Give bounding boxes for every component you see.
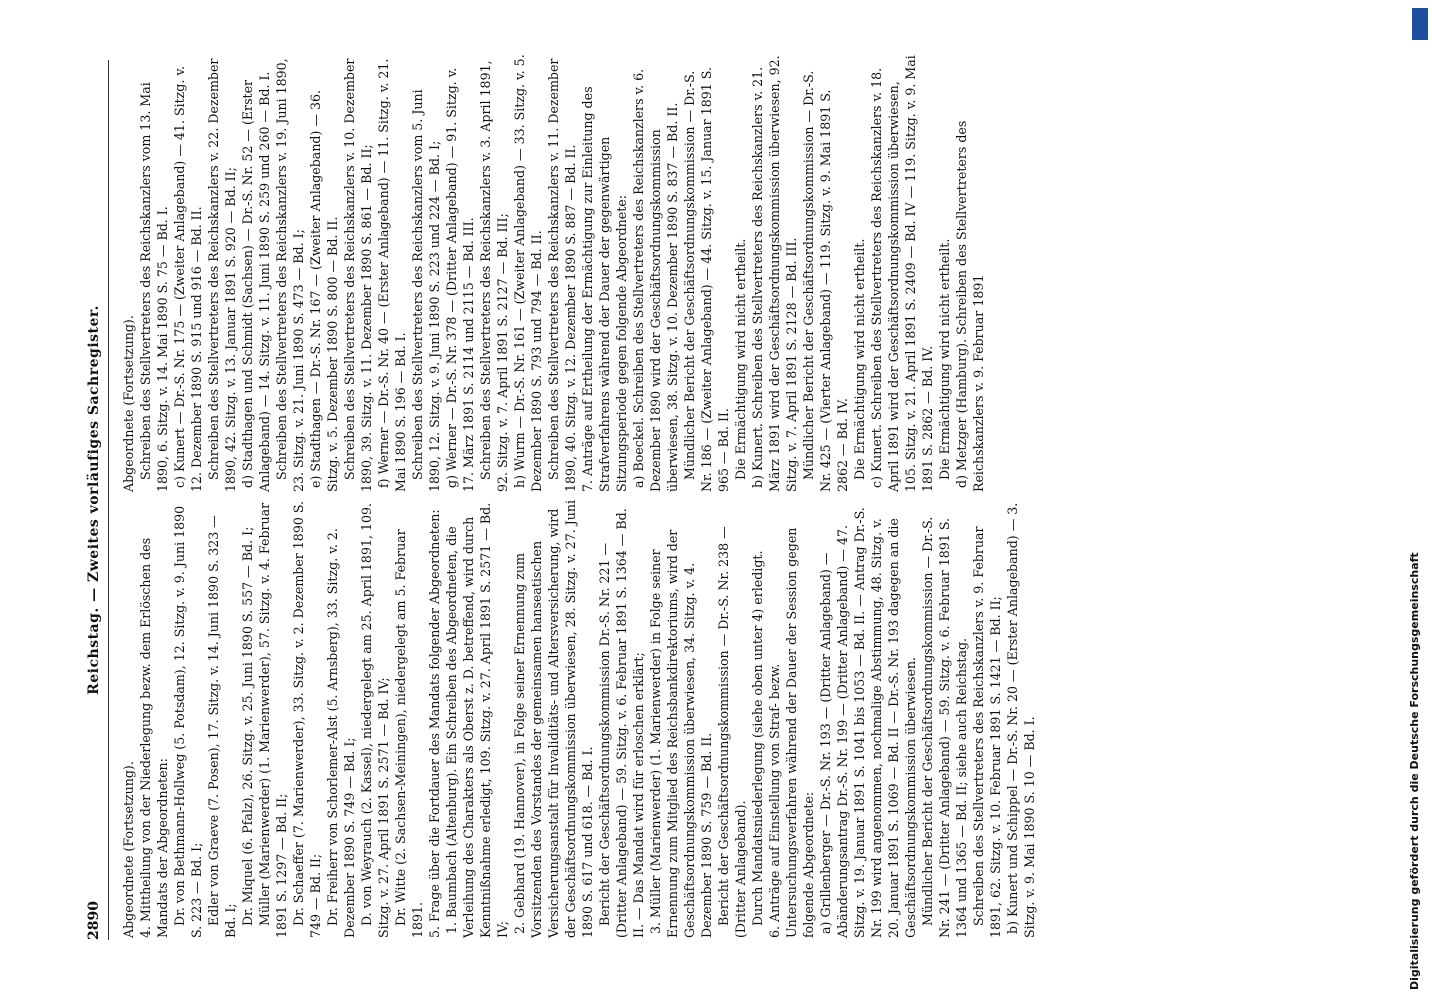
digitization-sidebar: [1408, 10, 1426, 990]
right-column-text: Abgeordnete (Fortsetzung). Schreiben des Stellvertreters des Reichskanzlers vom 13. Mai 1890, 6. Sitzg. v. 14. Mai 1890 S. 75 — Bd. I. c) Kunert — Dr.-S. Nr. 175 — (Zweiter Anlageband) — 41. Sitzg. v. 12. Dezember 1890 S. 915 und 916 — Bd. II. Schreiben des Stellvertreters des Reichskanzlers v. 22. Dezember 1890, 42. Sitzg. v. 13. Januar 1891 S. 920 — Bd. II; d) Stadthagen und Schmidt (Sachsen) — Dr.-S. Nr. 52 — (Erster Anlageband) — 14. Sitzg. v. 11. Juni 1890 S. 259 und 260 — Bd. I. Schreiben des Stellvertreters des Reichskanzlers v. 19. Juni 1890, 23. Sitzg. v. 21. Juni 1890 S. 473 — Bd. I; e) Stadthagen — Dr.-S. Nr. 167 — (Zweiter Anlageband) — 36. Sitzg. v. 5. Dezember 1890 S. 800 — Bd. II. Schreiben des Stellvertreters des Reichskanzlers v. 10. Dezember 1890, 39. Sitzg. v. 11. Dezember 1890 S. 861 — Bd. II; f) Werner — Dr.-S. Nr. 40 — (Erster Anlageband) — 11. Sitzg. v. 21. Mai 1890 S. 196 — Bd. I. Schreiben des Stellvertreters des Reichskanzlers vom 5. Juni 1890, 12. Sitzg. v. 9. Juni 1890 S. 223 und 224 — Bd. I; g) Werner — Dr.-S. Nr. 378 — (Dritter Anlageband) — 91. Sitzg. v. 17. März 1891 S. 2114 und 2115 — Bd. III. Schreiben des Stellvertreters des Reichskanzlers v. 3. April 1891, 92. Sitzg. v. 7. April 1891 S. 2127 — Bd. III; h) Wurm — Dr.-S. Nr. 161 — (Zweiter Anlageband) — 33. Sitzg. v. 5. Dezember 1890 S. 793 und 794 — Bd. II. Schreiben des Stellvertreters des Reichskanzlers v. 11. Dezember 1890, 40. Sitzg. v. 12. Dezember 1890 S. 887 — Bd. II. 7. Anträge auf Ertheilung der Ermächtigung zur Einleitung des Strafverfahrens während der Dauer der gegenwärtigen Sitzungsperiode gegen folgende Abgeordnete: a) Boeckel. Schreiben des Stellvertreters des Reichskanzlers v. 6. Dezember 1890 wird der Geschäftsordnungskommission überwiesen, 38. Sitzg. v. 10. Dezember 1890 S. 837 — Bd. II. Mündlicher Bericht der Geschäftsordnungskommission — Dr.-S. Nr. 186 — (Zweiter Anlageband) — 44. Sitzg. v. 15. Januar 1891 S. 965 — Bd. II. Die Ermächtigung wird nicht ertheilt. b) Kunert. Schreiben des Stellvertreters des Reichskanzlers v. 21. März 1891 wird der Geschäftsordnungskommission überwiesen, 92. Sitzg. v. 7. April 1891 S. 2128 — Bd. III. Mündlicher Bericht der Geschäftsordnungskommission — Dr.-S. Nr. 425 — (Vierter Anlageband) — 119. Sitzg. v. 9. Mai 1891 S. 2862 — Bd. IV. Die Ermächtigung wird nicht ertheilt. c) Kunert. Schreiben des Stellvertreters des Reichskanzlers v. 18. April 1891 wird der Geschäftsordnungskommission überwiesen, 105. Sitzg. v. 21. April 1891 S. 2409 — Bd. IV — 119. Sitzg. v. 9. Mai 1891 S. 2862 — Bd. IV. Die Ermächtigung wird nicht ertheilt. d) Metzger (Hamburg). Schreiben des Stellvertreters des Reichskanzlers v. 9. Februar 1891: [121, 54, 986, 492]
page-number: 2890: [86, 901, 102, 940]
left-column-text: Abgeordnete (Fortsetzung). 4. Mittheilung von der Niederlegung bezw. dem Erlöschen des Mandats der Abgeordneten: Dr. von Bethmann-Hollweg (5. Potsdam), 12. Sitzg. v. 9. Juni 1890 S. 223 — Bd. I; Edler von Graeve (7. Posen), 17. Sitzg. v. 14. Juni 1890 S. 323 — Bd. I; Dr. Miquel (6. Pfalz), 26. Sitzg. v. 25. Juni 1890 S. 557 — Bd. I; Müller (Marienwerder) (1. Marienwerder), 57. Sitzg. v. 4. Februar 1891 S. 1297 — Bd. II; Dr. Schaeffer (7. Marienwerder), 33. Sitzg. v. 2. Dezember 1890 S. 749 — Bd. II; Dr. Freiherr von Schorlemer-Alst (5. Arnsberg), 33. Sitzg. v. 2. Dezember 1890 S. 749 — Bd. I; D. von Weyrauch (2. Kassel), niedergelegt am 25. April 1891, 109. Sitzg. v. 27. April 1891 S. 2571 — Bd. IV; Dr. Witte (2. Sachsen-Meiningen), niedergelegt am 5. Februar 1891. 5. Frage über die Fortdauer des Mandats folgender Abgeordneten: 1. Baumbach (Altenburg). Ein Schreiben des Abgeordneten, die Verleihung des Charakters als Oberst z. D. betreffend, wird durch Kenntnißnahme erledigt, 109. Sitzg. v. 27. April 1891 S. 2571 — Bd. IV; 2. Gebhard (19. Hannover), in Folge seiner Ernennung zum Vorsitzenden des Vorstandes der gemeinsamen hanseatischen Versicherungsanstalt für Invaliditäts- und Altersversicherung, wird der Geschäftsordnungskommission überwiesen, 28. Sitzg. v. 27. Juni 1890 S. 617 und 618. — Bd. I. Bericht der Geschäftsordnungskommission Dr.-S. Nr. 221 — (Dritter Anlageband) — 59. Sitzg. v. 6. Februar 1891 S. 1364 — Bd. II. — Das Mandat wird für erloschen erklärt; 3. Müller (Marienwerder) (1. Marienwerder) in Folge seiner Ernennung zum Mitglied des Reichsbankdirektoriums, wird der Geschäftsordnungskommission überwiesen, 34. Sitzg. v. 4. Dezember 1890 S. 759 — Bd. II. Bericht der Geschäftsordnungskommission — Dr.-S. Nr. 238 — (Dritter Anlageband). Durch Mandatsniederlegung (siehe oben unter 4) erledigt. 6. Anträge auf Einstellung von Straf- bezw. Untersuchungsverfahren während der Dauer der Session gegen folgende Abgeordnete: a) Grillenberger — Dr.-S. Nr. 193 — (Dritter Anlageband) — Abänderungsantrag Dr.-S. Nr. 199 — (Dritter Anlageband) — 47. Sitzg. v. 19. Januar 1891 S. 1041 bis 1053 — Bd. II. — Antrag Dr.-S. Nr. 199 wird angenommen, nochmalige Abstimmung, 48. Sitzg. v. 20. Januar 1891 S. 1069 — Bd. II — Dr.-S. Nr. 193 dagegen an die Geschäftsordnungskommission überwiesen. Mündlicher Bericht der Geschäftsordnungskommission — Dr.-S. Nr. 241 — (Dritter Anlageband) — 59. Sitzg. v. 6. Februar 1891 S. 1364 und 1365 — Bd. II; siehe auch Reichstag. Schreiben des Stellvertreters des Reichskanzlers v. 9. Februar 1891, 62. Sitzg. v. 10. Februar 1891 S. 1421 — Bd. II; b) Kunert und Schippel — Dr.-S. Nr. 20 — (Erster Anlageband) — 3. Sitzg. v. 9. Mai 1890 S. 10 — Bd. I.: [121, 499, 1037, 938]
digitization-note: Digitalisierung gefördert durch die Deutsche Forschungsgemeinschaft: [1408, 552, 1421, 990]
rotated-content: [66, 50, 1366, 950]
dfg-logo-icon: [1412, 8, 1428, 40]
page-header: [84, 60, 109, 940]
running-title: Reichstag. — Zweites vorläufiges Sachregister.: [86, 305, 102, 695]
